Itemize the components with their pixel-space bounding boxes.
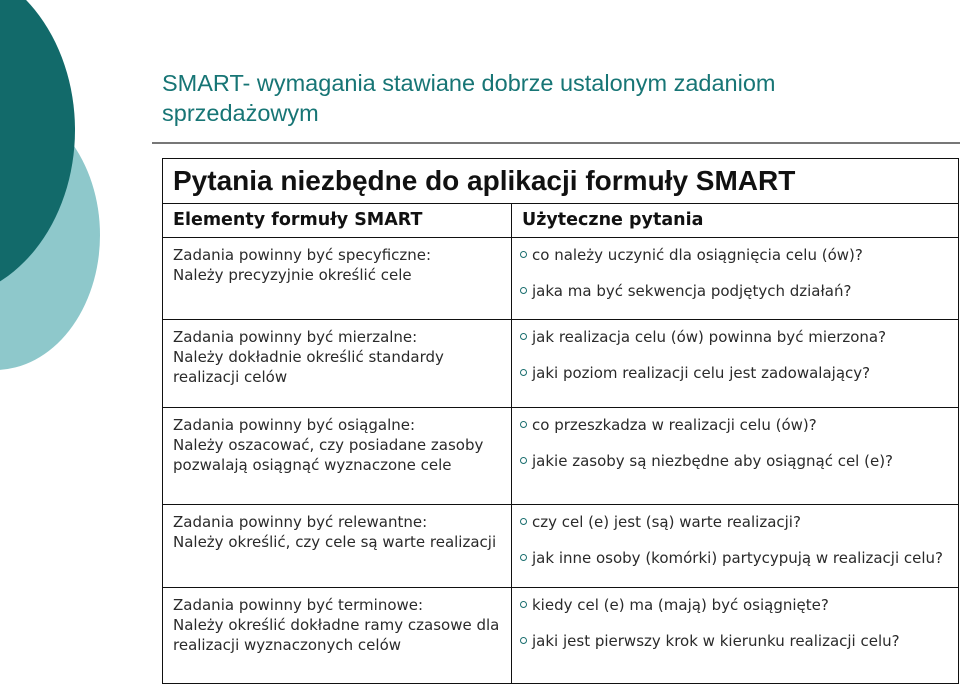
circle-bullet-icon bbox=[520, 369, 527, 376]
questions-cell bbox=[512, 588, 959, 684]
circle-bullet-icon bbox=[520, 457, 527, 464]
question-item: co należy uczynić dla osiągnięcia celu (ów)? bbox=[520, 245, 952, 265]
column-header-questions: Użyteczne pytania bbox=[512, 204, 959, 238]
questions-cell bbox=[512, 505, 959, 588]
table-row bbox=[163, 588, 959, 684]
element-description: Należy określić dokładne ramy czasowe dla realizacji wyznaczonych celów bbox=[173, 616, 500, 654]
question-item: jak inne osoby (komórki) partycypują w realizacji celu? bbox=[520, 548, 952, 568]
smart-table bbox=[162, 158, 959, 684]
element-cell bbox=[163, 588, 512, 684]
element-cell bbox=[163, 238, 512, 320]
questions-cell bbox=[512, 238, 959, 320]
circle-bullet-icon bbox=[520, 601, 527, 608]
table-row bbox=[163, 320, 959, 408]
questions-cell bbox=[512, 408, 959, 505]
element-name: Zadania powinny być specyficzne: bbox=[173, 246, 432, 264]
title-divider bbox=[152, 142, 960, 144]
circle-bullet-icon bbox=[520, 421, 527, 428]
element-description: Należy określić, czy cele są warte realizacji bbox=[173, 533, 497, 551]
element-name: Zadania powinny być relewantne: bbox=[173, 513, 428, 531]
table-row bbox=[163, 505, 959, 588]
element-description: Należy precyzyjnie określić cele bbox=[173, 266, 412, 284]
element-cell bbox=[163, 320, 512, 408]
circle-bullet-icon bbox=[520, 518, 527, 525]
question-item: jaki poziom realizacji celu jest zadowalający? bbox=[520, 363, 952, 383]
circle-bullet-icon bbox=[520, 287, 527, 294]
question-item: co przeszkadza w realizacji celu (ów)? bbox=[520, 415, 952, 435]
element-name: Zadania powinny być osiągalne: bbox=[173, 416, 416, 434]
element-name: Zadania powinny być mierzalne: bbox=[173, 328, 418, 346]
question-item: kiedy cel (e) ma (mają) być osiągnięte? bbox=[520, 595, 952, 615]
question-item: jak realizacja celu (ów) powinna być mierzona? bbox=[520, 327, 952, 347]
slide-title: SMART- wymagania stawiane dobrze ustalonym zadaniom sprzedażowym bbox=[162, 70, 776, 126]
column-header-elements: Elementy formuły SMART bbox=[163, 204, 512, 238]
question-item: czy cel (e) jest (są) warte realizacji? bbox=[520, 512, 952, 532]
table-row bbox=[163, 408, 959, 505]
circle-bullet-icon bbox=[520, 251, 527, 258]
element-description: Należy dokładnie określić standardy realizacji celów bbox=[173, 348, 444, 386]
element-name: Zadania powinny być terminowe: bbox=[173, 596, 424, 614]
question-item: jakie zasoby są niezbędne aby osiągnąć cel (e)? bbox=[520, 451, 952, 471]
question-item: jaki jest pierwszy krok w kierunku realizacji celu? bbox=[520, 631, 952, 651]
element-description: Należy oszacować, czy posiadane zasoby pozwalają osiągnąć wyznaczone cele bbox=[173, 436, 484, 474]
circle-bullet-icon bbox=[520, 333, 527, 340]
element-cell bbox=[163, 408, 512, 505]
table-heading: Pytania niezbędne do aplikacji formuły SMART bbox=[163, 159, 959, 204]
circle-bullet-icon bbox=[520, 637, 527, 644]
circle-bullet-icon bbox=[520, 554, 527, 561]
questions-cell bbox=[512, 320, 959, 408]
question-item: jaka ma być sekwencja podjętych działań? bbox=[520, 281, 952, 301]
element-cell bbox=[163, 505, 512, 588]
table-row bbox=[163, 238, 959, 320]
